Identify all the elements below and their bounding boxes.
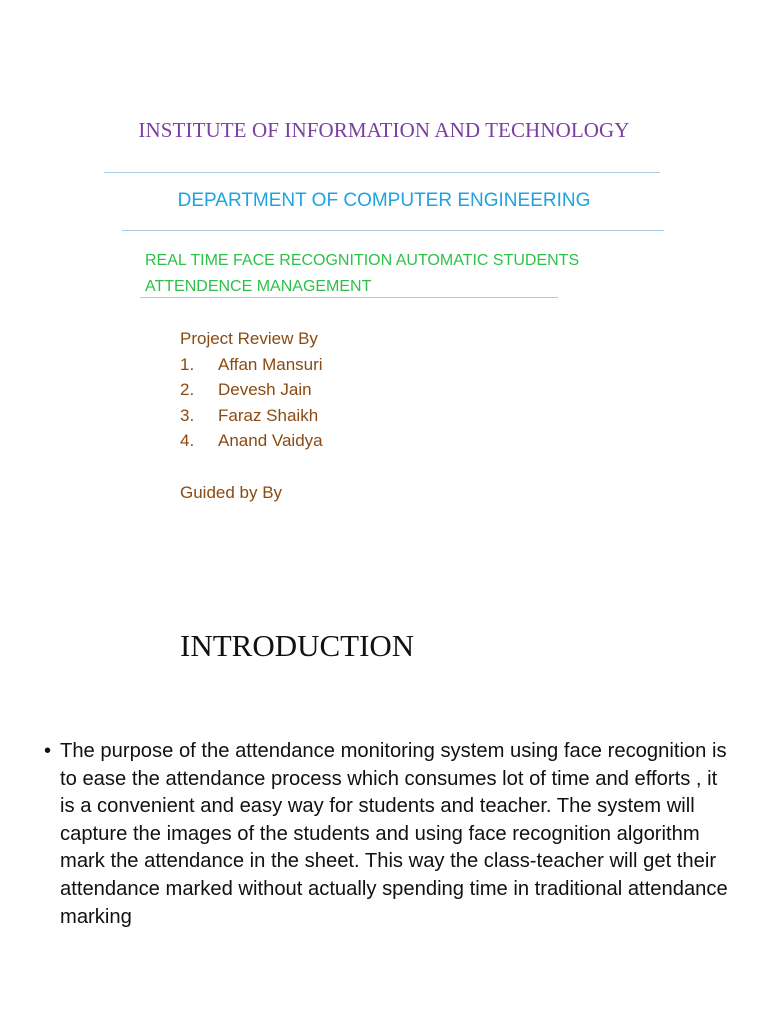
reviewer-number: 2. bbox=[180, 380, 195, 400]
reviewer-item bbox=[180, 403, 323, 429]
reviewer-name: Anand Vaidya bbox=[218, 431, 323, 451]
review-heading: Project Review By bbox=[180, 329, 318, 348]
bullet-point bbox=[44, 738, 734, 931]
reviewer-list bbox=[180, 352, 323, 454]
guide-heading: Guided by By bbox=[180, 483, 283, 502]
institute-name: INSTITUTE OF INFORMATION AND TECHNOLOGY bbox=[138, 118, 630, 142]
introduction-paragraph: The purpose of the attendance monitoring system using face recognition is to ease the attendance process which consumes lot of time and efforts , it is a convenient and easy way for students and teacher. The system will capture the images of the students and using face recognition algorithm mark the attendance in the sheet. This way the class-teacher will get their attendance marked without actually spending time in traditional attendance marking bbox=[60, 740, 728, 928]
reviewer-name: Faraz Shaikh bbox=[218, 405, 319, 425]
reviewer-name: Affan Mansuri bbox=[218, 354, 323, 374]
reviewer-item bbox=[180, 377, 323, 403]
department-name: DEPARTMENT OF COMPUTER ENGINEERING bbox=[177, 190, 591, 211]
reviewer-item bbox=[180, 428, 323, 454]
reviewer-number: 3. bbox=[180, 405, 195, 425]
reviewer-number: 4. bbox=[180, 431, 195, 451]
reviewer-name: Devesh Jain bbox=[218, 380, 312, 400]
introduction-heading: INTRODUCTION bbox=[180, 628, 415, 663]
reviewer-number: 1. bbox=[180, 354, 195, 374]
reviewer-item bbox=[180, 352, 323, 378]
divider-line bbox=[122, 230, 664, 231]
divider-line bbox=[104, 172, 660, 173]
project-review-block bbox=[180, 326, 323, 454]
introduction-slide bbox=[0, 512, 768, 1024]
project-title bbox=[145, 248, 579, 300]
project-title-line: ATTENDENCE MANAGEMENT bbox=[145, 278, 372, 295]
divider-line bbox=[140, 297, 558, 298]
project-title-line: REAL TIME FACE RECOGNITION AUTOMATIC STUDENTS bbox=[145, 252, 580, 269]
bullet-icon: • bbox=[44, 740, 52, 762]
